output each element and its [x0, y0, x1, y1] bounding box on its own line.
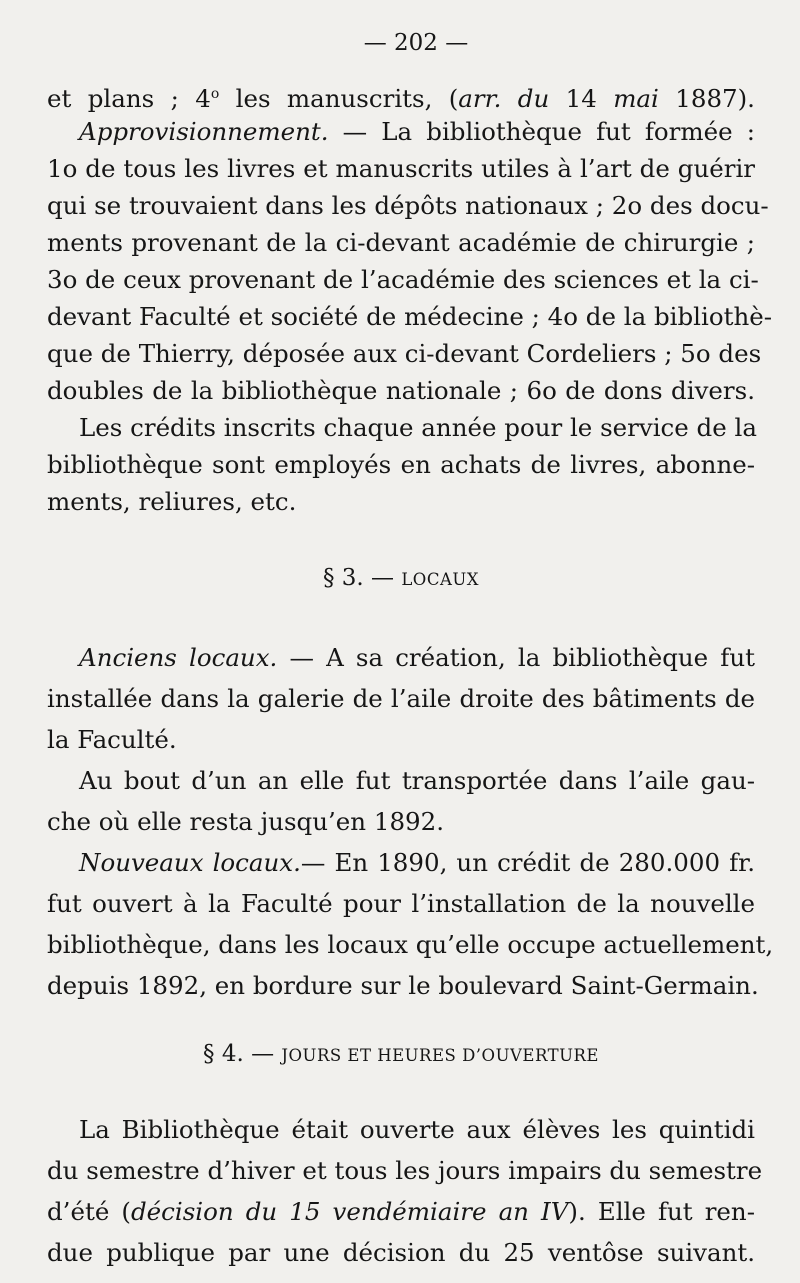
text-line: la Faculté. [47, 725, 177, 754]
ouverture-paragraph [47, 1109, 763, 1273]
text-line: bibliothèque, dans les locaux qu’elle occupe actuellement, [47, 930, 774, 959]
text-line: devant Faculté et société de médecine ; 4o de la bibliothè- [47, 302, 772, 331]
text-line: che où elle resta jusqu’en 1892. [47, 807, 444, 836]
text-line: du semestre d’hiver et tous les jours impairs du semestre [47, 1156, 763, 1185]
text-line: La Bibliothèque était ouverte aux élèves les quintidi [79, 1115, 755, 1144]
text-line: due publique par une décision du 25 ventôse suivant. [47, 1238, 755, 1267]
text-line: ments provenant de la ci-devant académie de chirurgie ; [47, 228, 755, 257]
subsection-title: Nouveaux locaux. [79, 848, 301, 877]
text-line: 1o de tous les livres et manuscrits utiles à l’art de guérir [47, 154, 755, 183]
text-line: Approvisionnement. — La bibliothèque fut formée : [79, 117, 755, 146]
text-line: installée dans la galerie de l’aile droite des bâtiments de [47, 684, 755, 713]
page-number: — 202 — [363, 30, 469, 56]
text-line: Au bout d’un an elle fut transportée dans l’aile gau- [79, 766, 755, 795]
subsection-title: Anciens locaux. [79, 643, 278, 672]
text-line: doubles de la bibliothèque nationale ; 6o de dons divers. [47, 376, 755, 405]
text-line: ments, reliures, etc. [47, 487, 297, 516]
subsection-title: Approvisionnement. [79, 117, 329, 146]
text-line: bibliothèque sont employés en achats de livres, abonne- [47, 450, 755, 479]
credits-paragraph [47, 409, 755, 520]
section-heading-3: § 3. — LOCAUX [322, 565, 480, 591]
anciens-locaux-paragraph [47, 637, 774, 1006]
text-line: 3o de ceux provenant de l’académie des sciences et la ci- [47, 265, 759, 294]
section-heading-4: § 4. — JOURS ET HEURES D’OUVERTURE [203, 1041, 599, 1067]
approvisionnement-paragraph [47, 76, 772, 409]
text-line: Nouveaux locaux.— En 1890, un crédit de 280.000 fr. [79, 848, 755, 877]
text-line: et plans ; 4$^o$ les manuscrits, (arr. du 14 mai 1887). [47, 84, 755, 114]
text-line: qui se trouvaient dans les dépôts nationaux ; 2o des docu- [47, 191, 769, 220]
text-line: Anciens locaux. — A sa création, la bibliothèque fut [79, 643, 755, 672]
text-line: d’été (décision du 15 vendémiaire an IV). Elle fut ren- [47, 1197, 755, 1226]
text-line: fut ouvert à la Faculté pour l’installation de la nouvelle [47, 889, 755, 918]
text-line: Les crédits inscrits chaque année pour le service de la [79, 413, 757, 442]
text-line: que de Thierry, déposée aux ci-devant Cordeliers ; 5o des [47, 339, 762, 368]
text-line: depuis 1892, en bordure sur le boulevard Saint-Germain. [47, 971, 759, 1000]
